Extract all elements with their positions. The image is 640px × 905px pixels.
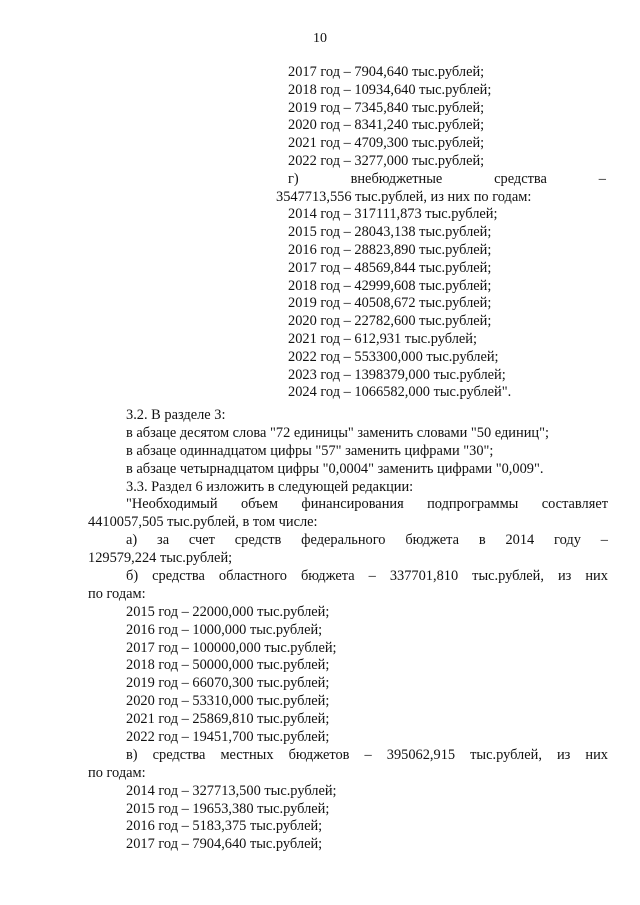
word: областного — [218, 568, 287, 585]
list-item: 2016 год – 28823,890 тыс.рублей; — [288, 241, 492, 258]
list-item: 2017 год – 48569,844 тыс.рублей; — [288, 259, 492, 276]
list-item: 2020 год – 22782,600 тыс.рублей; — [288, 313, 492, 330]
word: в) — [126, 746, 138, 763]
list-item: 2018 год – 50000,000 тыс.рублей; — [126, 657, 330, 674]
list-item: 2022 год – 19451,700 тыс.рублей; — [126, 729, 330, 746]
list-item: 2017 год – 100000,000 тыс.рублей; — [126, 639, 337, 656]
list-item: 2021 год – 25869,810 тыс.рублей; — [126, 711, 330, 728]
local-budget-line-2: по годам: — [88, 764, 146, 781]
word: финансирования — [301, 496, 404, 513]
word: 395062,915 — [386, 746, 456, 763]
word: в — [478, 532, 486, 549]
top-funding-list — [276, 64, 606, 402]
list-item: 2021 год – 612,931 тыс.рублей; — [288, 330, 477, 347]
list-item: 2020 год – 53310,000 тыс.рублей; — [126, 693, 330, 710]
word: федерального — [301, 532, 386, 549]
local-budget-line — [88, 747, 608, 765]
list-item: 2015 год – 22000,000 тыс.рублей; — [126, 603, 330, 620]
word: "Необходимый — [126, 496, 218, 513]
federal-budget-line-2: 129579,224 тыс.рублей; — [88, 550, 233, 567]
word: местных — [220, 746, 274, 763]
section-3-3-heading: 3.3. Раздел 6 изложить в следующей редакции: — [126, 478, 414, 495]
regional-budget-line — [88, 568, 608, 586]
word: бюджета — [300, 568, 355, 585]
regional-budget-line-2: по годам: — [88, 585, 146, 602]
federal-budget-line — [88, 532, 608, 550]
list-item: 2020 год – 8341,240 тыс.рублей; — [288, 117, 485, 134]
list-item: 2021 год – 4709,300 тыс.рублей; — [288, 135, 485, 152]
page-number: 10 — [313, 31, 327, 46]
list-item: 2024 год – 1066582,000 тыс.рублей". — [288, 384, 512, 401]
section-3-2-para-1: в абзаце десятом слова "72 единицы" заменить словами "50 единиц"; — [126, 424, 549, 441]
word: тыс.рублей, — [470, 746, 542, 763]
word: счет — [188, 532, 215, 549]
main-body — [88, 407, 608, 854]
list-item: 2016 год – 1000,000 тыс.рублей; — [126, 621, 323, 638]
list-item: 2022 год – 553300,000 тыс.рублей; — [288, 348, 499, 365]
extrabudget-word: внебюджетные — [350, 170, 443, 187]
extrabudget-total: 3547713,556 тыс.рублей, из них по годам: — [276, 188, 532, 205]
word: году — [554, 532, 581, 549]
word: них — [585, 568, 608, 585]
word: объем — [240, 496, 279, 513]
list-item: 2015 год – 19653,380 тыс.рублей; — [126, 800, 330, 817]
item-letter-g: г) — [288, 170, 299, 187]
word: подпрограммы — [427, 496, 519, 513]
list-item: 2023 год – 1398379,000 тыс.рублей; — [288, 366, 506, 383]
list-item: 2019 год – 40508,672 тыс.рублей; — [288, 295, 492, 312]
section-3-2-para-2: в абзаце одиннадцатом цифры "57" заменить цифрами "30"; — [126, 442, 494, 459]
word: средств — [234, 532, 282, 549]
list-item: 2017 год – 7904,640 тыс.рублей; — [126, 836, 323, 853]
list-item: 2017 год – 7904,640 тыс.рублей; — [288, 64, 485, 80]
word: бюджета — [405, 532, 459, 549]
list-item: 2014 год – 317111,873 тыс.рублей; — [288, 206, 498, 223]
intro-line-2: 4410057,505 тыс.рублей, в том числе: — [88, 514, 318, 531]
word: них — [585, 746, 608, 763]
word: 2014 — [505, 532, 535, 549]
list-item: 2018 год – 10934,640 тыс.рублей; — [288, 81, 492, 98]
word: средства — [152, 568, 205, 585]
section-3-2-heading: 3.2. В разделе 3: — [126, 407, 226, 423]
word: – — [364, 746, 372, 763]
extrabudget-heading-line — [276, 171, 606, 189]
list-item: 2016 год – 5183,375 тыс.рублей; — [126, 818, 323, 835]
section-3-2-para-3: в абзаце четырнадцатом цифры "0,0004" заменить цифрами "0,009". — [126, 460, 544, 477]
word: – — [368, 568, 376, 585]
list-item: 2014 год – 327713,500 тыс.рублей; — [126, 782, 337, 799]
list-item: 2019 год – 66070,300 тыс.рублей; — [126, 675, 330, 692]
intro-line — [88, 496, 608, 514]
list-item: 2022 год – 3277,000 тыс.рублей; — [288, 152, 485, 169]
word: составляет — [541, 496, 608, 513]
word: бюджетов — [288, 746, 350, 763]
word: из — [556, 746, 571, 763]
word: 337701,810 — [389, 568, 459, 585]
word: средства — [152, 746, 206, 763]
word: б) — [126, 568, 139, 585]
extrabudget-dash: – — [598, 170, 606, 187]
word: а) — [126, 532, 138, 549]
word: тыс.рублей, — [472, 568, 544, 585]
list-item: 2018 год – 42999,608 тыс.рублей; — [288, 277, 492, 294]
word: – — [600, 532, 608, 549]
extrabudget-word-2: средства — [494, 170, 547, 187]
list-item: 2019 год – 7345,840 тыс.рублей; — [288, 99, 485, 116]
list-item: 2015 год – 28043,138 тыс.рублей; — [288, 224, 492, 241]
word: из — [557, 568, 572, 585]
word: за — [157, 532, 170, 549]
